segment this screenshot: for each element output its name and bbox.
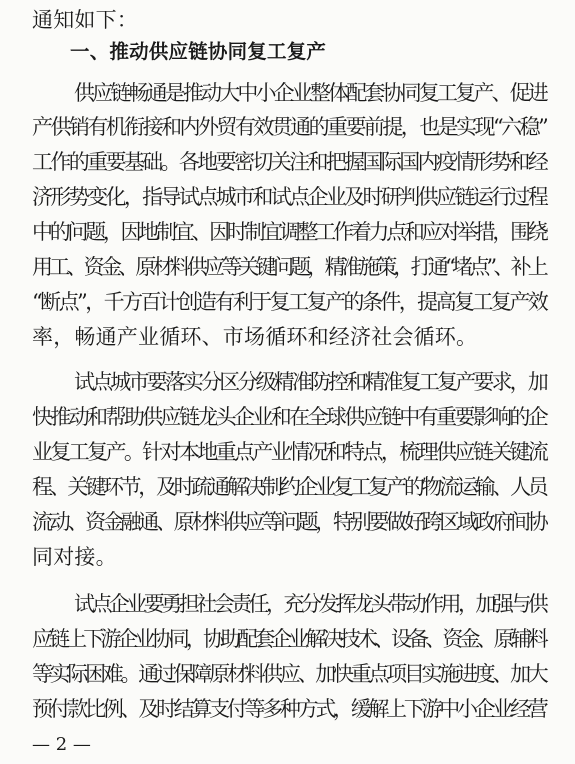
paragraph-text: 等实际困难。通过保障原材料供应、加快重点项目实施进度、加大 bbox=[32, 662, 546, 686]
intro-line-text: 通知如下： bbox=[32, 8, 138, 32]
paragraph-text: 中的问题，因地制宜、因时制宜调整工作着力点和应对举措，围绕 bbox=[32, 220, 546, 244]
paragraph-2-line-3 bbox=[0, 440, 575, 464]
paragraph-text: 供应链畅通是推动大中小企业整体配套协同复工复产、促进 bbox=[74, 81, 546, 105]
paragraph-text: 业复工复产。针对本地重点产业情况和特点，梳理供应链关键流 bbox=[32, 440, 547, 464]
paragraph-3-line-2 bbox=[0, 627, 575, 651]
paragraph-text: 同对接。 bbox=[32, 545, 117, 569]
section-heading bbox=[0, 40, 575, 64]
paragraph-2-line-6 bbox=[0, 545, 575, 569]
paragraph-text: 应链上下游企业协同，协助配套企业解决技术、设备、资金、原辅料 bbox=[32, 627, 545, 651]
paragraph-text: 预付款比例、及时结算支付等多种方式，缓解上下游中小企业经营 bbox=[32, 697, 546, 721]
paragraph-text: 流动、资金融通、原材料供应等问题，特别要做好跨区域政府间协 bbox=[32, 510, 546, 534]
paragraph-text: 试点城市要落实分区分级精准防控和精准复工复产要求，加 bbox=[74, 370, 546, 394]
paragraph-2-line-1 bbox=[0, 370, 575, 394]
page-number-footer bbox=[32, 733, 91, 757]
paragraph-text: 产供销有机衔接和内外贸有效贯通的重要前提，也是实现“六稳” bbox=[32, 115, 547, 139]
paragraph-text: 率，畅通产业循环、市场循环和经济社会循环。 bbox=[32, 325, 478, 349]
paragraph-1-line-3 bbox=[0, 150, 575, 174]
paragraph-1-line-7 bbox=[0, 290, 575, 314]
paragraph-1-line-2 bbox=[0, 115, 575, 139]
paragraph-text: 程、关键环节，及时疏通解决制约企业复工复产的物流运输、人员 bbox=[32, 475, 546, 499]
paragraph-1-line-1 bbox=[0, 81, 575, 105]
paragraph-text: 用工、资金、原材料供应等关键问题，精准施策，打通“堵点”、补上 bbox=[32, 255, 546, 279]
paragraph-3-line-3 bbox=[0, 662, 575, 686]
paragraph-1-line-6 bbox=[0, 255, 575, 279]
paragraph-text: 试点企业要勇担社会责任，充分发挥龙头带动作用，加强与供 bbox=[74, 592, 546, 616]
paragraph-2-line-2 bbox=[0, 405, 575, 429]
paragraph-1-line-4 bbox=[0, 185, 575, 209]
section-heading-text: 一、推动供应链协同复工复产 bbox=[70, 40, 327, 63]
intro-line bbox=[0, 8, 575, 32]
paragraph-text: “断点”，千方百计创造有利于复工复产的条件，提高复工复产效 bbox=[32, 290, 547, 314]
paragraph-2-line-5 bbox=[0, 510, 575, 534]
paragraph-1-line-5 bbox=[0, 220, 575, 244]
paragraph-3-line-1 bbox=[0, 592, 575, 616]
paragraph-2-line-4 bbox=[0, 475, 575, 499]
paragraph-text: 工作的重要基础。各地要密切关注和把握国际国内疫情形势和经 bbox=[32, 150, 547, 174]
paragraph-text: 济形势变化，指导试点城市和试点企业及时研判供应链运行过程 bbox=[32, 185, 547, 209]
paragraph-text: 快推动和帮助供应链龙头企业和在全球供应链中有重要影响的企 bbox=[32, 405, 547, 429]
page-number: — 2 — bbox=[32, 734, 91, 755]
paragraph-3-line-4 bbox=[0, 697, 575, 721]
paragraph-1-line-8 bbox=[0, 325, 575, 349]
